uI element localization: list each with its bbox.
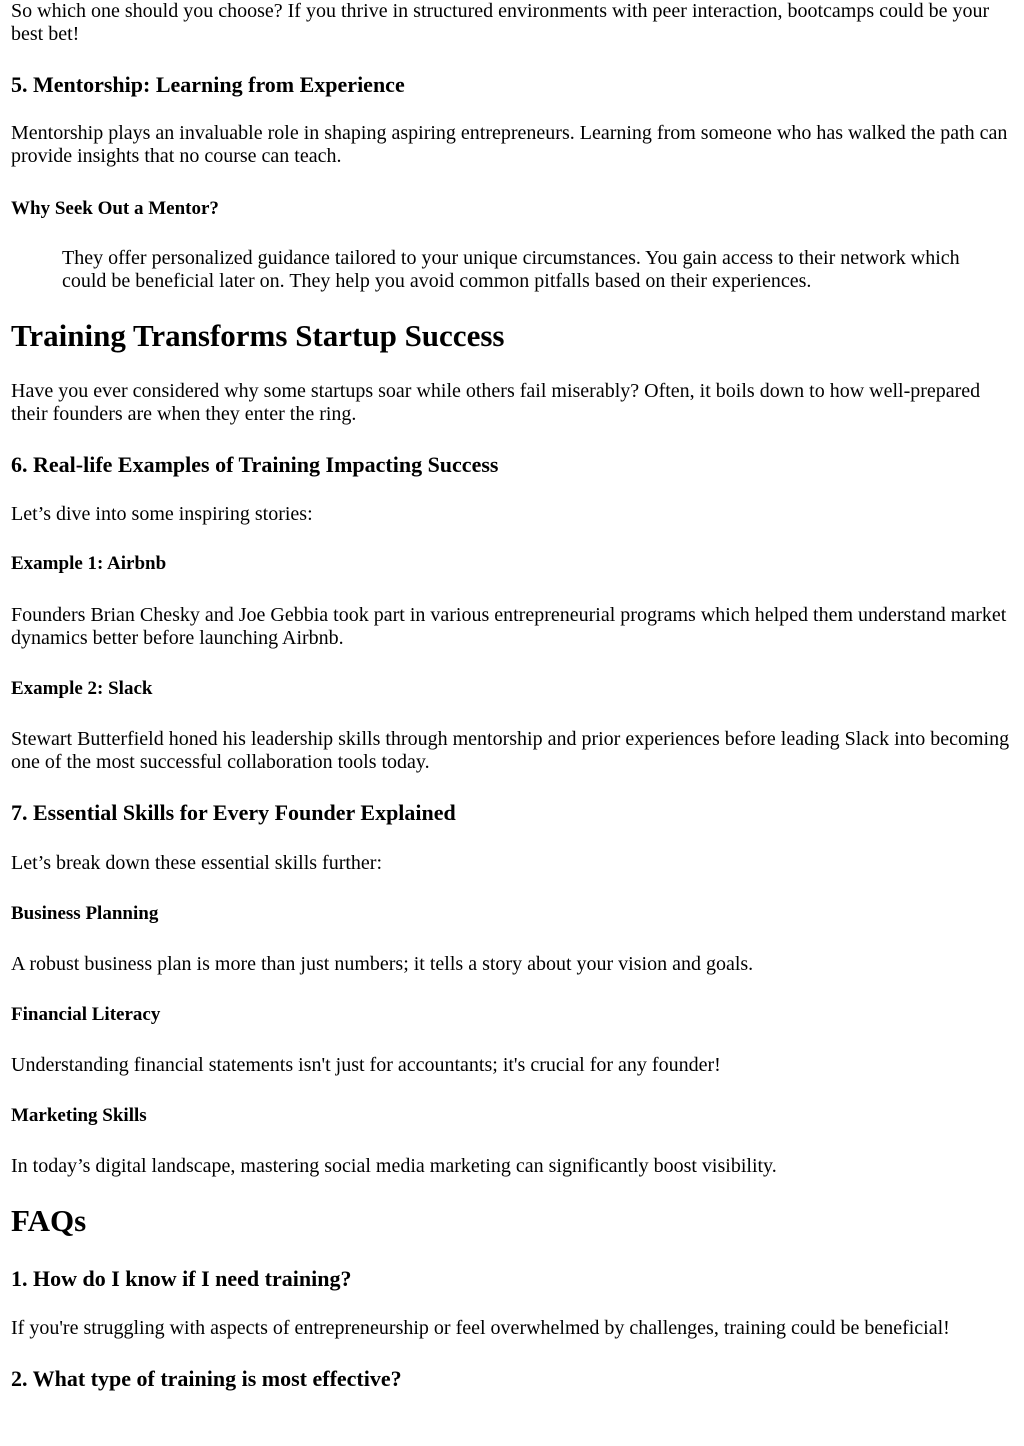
heading-faq-2: 2. What type of training is most effective? [11,1366,402,1391]
heading-financial-literacy: Financial Literacy [11,1004,161,1025]
skills-intro-paragraph: Let’s break down these essential skills further: [11,852,383,874]
heading-training-transforms: Training Transforms Startup Success [11,318,505,353]
heading-essential-skills: 7. Essential Skills for Every Founder Explained [11,800,456,825]
slack-paragraph: Stewart Butterfield honed his leadership skills through mentorship and prior experiences before leading Slack into becoming one of the most successful collaboration tools today. [11,728,1010,773]
examples-intro-paragraph: Let’s dive into some inspiring stories: [11,503,313,525]
intro-paragraph: So which one should you choose? If you thrive in structured environments with peer interaction, bootcamps could be your best bet! [11,0,990,45]
planning-paragraph: A robust business plan is more than just numbers; it tells a story about your vision and goals. [11,953,754,975]
heading-business-planning: Business Planning [11,903,159,924]
heading-example-slack: Example 2: Slack [11,678,153,699]
mentor-blockquote: They offer personalized guidance tailored to your unique circumstances. You gain access to their network which could be beneficial later on. They help you avoid common pitfalls based on their experiences. [62,247,960,292]
heading-faq-1: 1. How do I know if I need training? [11,1266,352,1291]
faq-1-answer: If you're struggling with aspects of entrepreneurship or feel overwhelmed by challenges, training could be beneficial! [11,1317,950,1339]
airbnb-paragraph: Founders Brian Chesky and Joe Gebbia took part in various entrepreneurial programs which helped them understand market dynamics better before launching Airbnb. [11,604,1007,649]
heading-mentorship: 5. Mentorship: Learning from Experience [11,72,405,97]
heading-marketing-skills: Marketing Skills [11,1105,147,1126]
mentorship-paragraph: Mentorship plays an invaluable role in shaping aspiring entrepreneurs. Learning from someone who has walked the path can provide insights that no course can teach. [11,122,1008,167]
heading-example-airbnb: Example 1: Airbnb [11,553,167,574]
marketing-paragraph: In today’s digital landscape, mastering social media marketing can significantly boost visibility. [11,1155,777,1177]
heading-why-mentor: Why Seek Out a Mentor? [11,198,219,219]
financial-paragraph: Understanding financial statements isn't just for accountants; it's crucial for any founder! [11,1054,721,1076]
training-paragraph: Have you ever considered why some startups soar while others fail miserably? Often, it boils down to how well-prepared their founders are when they enter the ring. [11,380,981,425]
heading-real-life-examples: 6. Real-life Examples of Training Impacting Success [11,452,499,477]
heading-faqs: FAQs [11,1203,87,1238]
